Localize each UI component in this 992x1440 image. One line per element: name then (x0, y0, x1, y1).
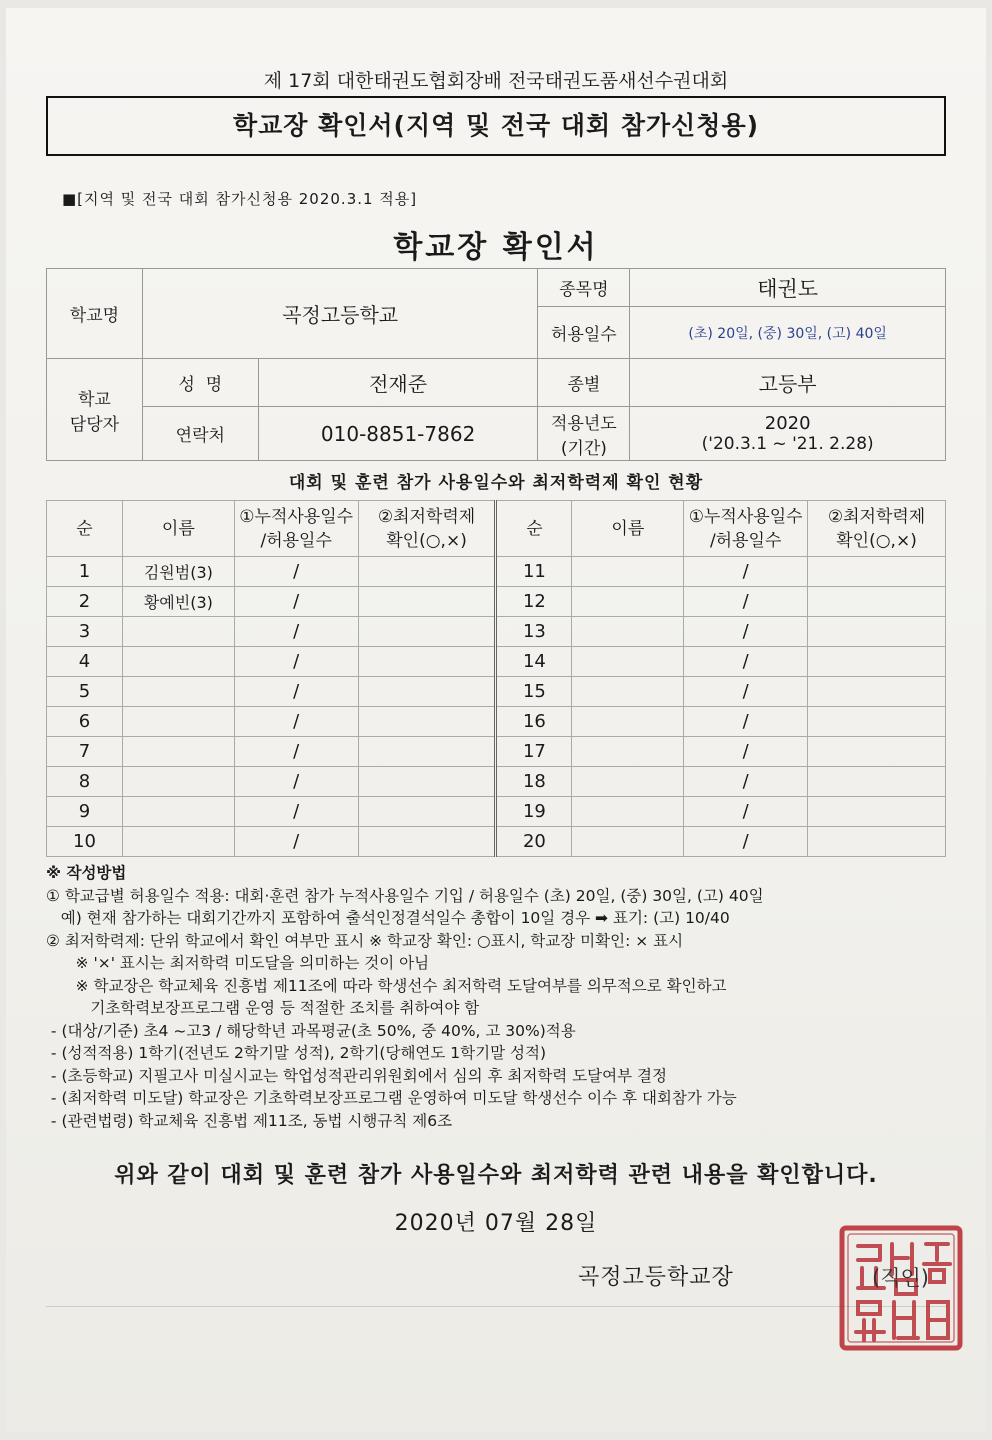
manager-label (47, 359, 143, 461)
student-name (122, 827, 234, 857)
days-cell: / (234, 827, 358, 857)
check-cell (808, 737, 946, 767)
table-row (47, 647, 946, 677)
note-line: 예) 현재 참가하는 대회기간까지 포함하여 출석인정결석일수 총합이 10일 경우 ➡ 표기: (고) 10/40 (46, 909, 730, 927)
row-number: 15 (496, 677, 572, 707)
year-value (630, 407, 946, 461)
col-check-right (808, 501, 946, 557)
days-value: (초) 20일, (중) 30일, (고) 40일 (630, 307, 946, 359)
note-line: - (관련법령) 학교체육 진흥법 제11조, 동법 시행규칙 제6조 (46, 1111, 453, 1130)
row-number: 19 (496, 797, 572, 827)
col-days-line2: /허용일수 (260, 530, 332, 551)
student-name (122, 737, 234, 767)
row-number: 20 (496, 827, 572, 857)
note-line: ※ '×' 표시는 최저학력 미도달을 의미하는 것이 아님 (46, 954, 430, 972)
col-days-right (684, 501, 808, 557)
principal-name: 곡정고등학교장 (578, 1265, 734, 1290)
table-row (47, 617, 946, 647)
year-value-line2: ('20.3.1 ~ '21. 2.28) (701, 434, 874, 454)
col-check-line1: ②최저학력제 (377, 506, 476, 527)
table-row (47, 677, 946, 707)
name-label: 성 명 (142, 359, 258, 407)
student-name (572, 557, 684, 587)
school-value: 곡정고등학교 (142, 269, 538, 359)
boxed-title: 학교장 확인서(지역 및 전국 대회 참가신청용) (46, 96, 946, 156)
days-cell: / (684, 827, 808, 857)
days-cell: / (234, 797, 358, 827)
col-days (234, 501, 358, 557)
col-check-line2: 확인(○,×) (386, 530, 467, 551)
col-days-right-line2: /허용일수 (709, 530, 782, 551)
competition-name: 제 17회 대한태권도협회장배 전국태권도품새선수권대회 (263, 70, 729, 92)
row-number: 3 (47, 617, 123, 647)
check-cell (358, 827, 496, 857)
days-cell: / (234, 737, 358, 767)
sport-value: 태권도 (630, 269, 946, 307)
roster-heading: 대회 및 훈련 참가 사용일수와 최저학력제 확인 현황 (288, 473, 704, 493)
student-name (572, 797, 684, 827)
col-days-line1: ①누적사용일수 (239, 506, 354, 527)
check-cell (358, 647, 496, 677)
document-title: 학교장 확인서 (393, 230, 599, 265)
note-line: - (성적적용) 1학기(전년도 2학기말 성적), 2학기(당해연도 1학기말 성적) (46, 1044, 546, 1062)
student-name (572, 827, 684, 857)
student-name (122, 617, 234, 647)
note-line: ② 최저학력제: 단위 학교에서 확인 여부만 표시 ※ 학교장 확인: ○표시, 학교장 미확인: × 표시 (46, 931, 684, 950)
table-row (47, 827, 946, 857)
table-row (47, 767, 946, 797)
days-cell: / (684, 647, 808, 677)
division-label: 종별 (538, 359, 630, 407)
check-cell (808, 767, 946, 797)
col-check (358, 501, 496, 557)
check-cell (808, 557, 946, 587)
name-value: 전재준 (258, 359, 538, 407)
confirmation-statement: 위와 같이 대회 및 훈련 참가 사용일수와 최저학력 관련 내용을 확인합니다. (114, 1163, 878, 1188)
col-name: 이름 (122, 501, 234, 557)
row-number: 5 (47, 677, 123, 707)
days-cell: / (234, 647, 358, 677)
days-cell: / (684, 767, 808, 797)
year-label-line1: 적용년도 (551, 413, 617, 434)
note-line: - (초등학교) 지필고사 미실시교는 학업성적관리위원회에서 심의 후 최저학력 도달여부 결정 (46, 1066, 667, 1085)
student-name: 황예빈(3) (122, 587, 234, 617)
row-number: 9 (47, 797, 123, 827)
days-cell: / (684, 587, 808, 617)
student-name (572, 587, 684, 617)
note-line: ※ 학교장은 학교체육 진흥법 제11조에 따라 학생선수 최저학력 도달여부를 의무적으로 확인하고 (46, 976, 727, 995)
student-name (122, 707, 234, 737)
year-label-line2: (기간) (560, 438, 607, 459)
check-cell (808, 617, 946, 647)
row-number: 10 (47, 827, 123, 857)
days-cell: / (234, 587, 358, 617)
col-no-right: 순 (496, 501, 572, 557)
col-days-right-line1: ①누적사용일수 (688, 506, 803, 527)
info-table (46, 268, 946, 461)
check-cell (808, 647, 946, 677)
row-number: 14 (496, 647, 572, 677)
row-number: 7 (47, 737, 123, 767)
row-number: 1 (47, 557, 123, 587)
row-number: 2 (47, 587, 123, 617)
table-row (47, 707, 946, 737)
days-cell: / (684, 707, 808, 737)
year-label (538, 407, 630, 461)
check-cell (358, 617, 496, 647)
roster-table (46, 500, 946, 857)
student-name (572, 767, 684, 797)
check-cell (358, 797, 496, 827)
student-name (572, 647, 684, 677)
check-cell (358, 557, 496, 587)
check-cell (358, 767, 496, 797)
days-label: 허용일수 (538, 307, 630, 359)
days-cell: / (234, 677, 358, 707)
student-name (572, 617, 684, 647)
applicable-note: ■[지역 및 전국 대회 참가신청용 2020.3.1 적용] (62, 190, 418, 208)
row-number: 16 (496, 707, 572, 737)
division-value: 고등부 (630, 359, 946, 407)
note-line: - (최저학력 미도달) 학교장은 기초학력보장프로그램 운영하여 미도달 학생선수 이수 후 대회참가 가능 (46, 1089, 737, 1107)
sport-label: 종목명 (538, 269, 630, 307)
col-name-right: 이름 (572, 501, 684, 557)
days-cell: / (684, 557, 808, 587)
check-cell (358, 737, 496, 767)
row-number: 8 (47, 767, 123, 797)
student-name (122, 767, 234, 797)
row-number: 11 (496, 557, 572, 587)
manager-label-line1: 학교 (78, 389, 111, 410)
manager-label-line2: 담당자 (69, 414, 120, 435)
note-line: ① 학교급별 허용일수 적용: 대회·훈련 참가 누적사용일수 기입 / 허용일수 (초) 20일, (중) 30일, (고) 40일 (46, 886, 764, 905)
days-cell: / (234, 707, 358, 737)
days-cell: / (234, 617, 358, 647)
seal-mark: (직인) (872, 1266, 929, 1290)
table-row (47, 587, 946, 617)
note-line: - (대상/기준) 초4 ~고3 / 해당학년 과목평균(초 50%, 중 40%, 고 30%)적용 (46, 1021, 576, 1040)
row-number: 17 (496, 737, 572, 767)
student-name (572, 707, 684, 737)
student-name: 김원범(3) (122, 557, 234, 587)
check-cell (808, 827, 946, 857)
table-row (47, 737, 946, 767)
days-cell: / (234, 767, 358, 797)
check-cell (358, 707, 496, 737)
days-cell: / (684, 677, 808, 707)
col-check-right-line2: 확인(○,×) (836, 530, 917, 551)
student-name (572, 677, 684, 707)
check-cell (358, 677, 496, 707)
row-number: 12 (496, 587, 572, 617)
student-name (122, 797, 234, 827)
bottom-divider (46, 1306, 946, 1307)
check-cell (358, 587, 496, 617)
days-cell: / (684, 617, 808, 647)
row-number: 6 (47, 707, 123, 737)
row-number: 13 (496, 617, 572, 647)
row-number: 18 (496, 767, 572, 797)
student-name (572, 737, 684, 767)
check-cell (808, 797, 946, 827)
confirmation-date: 2020년 07월 28일 (394, 1211, 598, 1236)
table-row (47, 557, 946, 587)
student-name (122, 647, 234, 677)
school-label: 학교명 (47, 269, 143, 359)
notes-heading: ※ 작성방법 (46, 864, 127, 882)
table-row (47, 797, 946, 827)
year-value-line1: 2020 (764, 413, 811, 434)
col-check-right-line1: ②최저학력제 (827, 506, 926, 527)
student-name (122, 677, 234, 707)
days-cell: / (684, 737, 808, 767)
days-cell: / (234, 557, 358, 587)
note-line: 기초학력보장프로그램 운영 등 적절한 조치를 취하여야 함 (46, 999, 480, 1017)
contact-value: 010-8851-7862 (258, 407, 538, 461)
col-no: 순 (47, 501, 123, 557)
check-cell (808, 707, 946, 737)
check-cell (808, 677, 946, 707)
writing-instructions (46, 862, 956, 1132)
days-cell: / (684, 797, 808, 827)
check-cell (808, 587, 946, 617)
contact-label: 연락처 (142, 407, 258, 461)
row-number: 4 (47, 647, 123, 677)
